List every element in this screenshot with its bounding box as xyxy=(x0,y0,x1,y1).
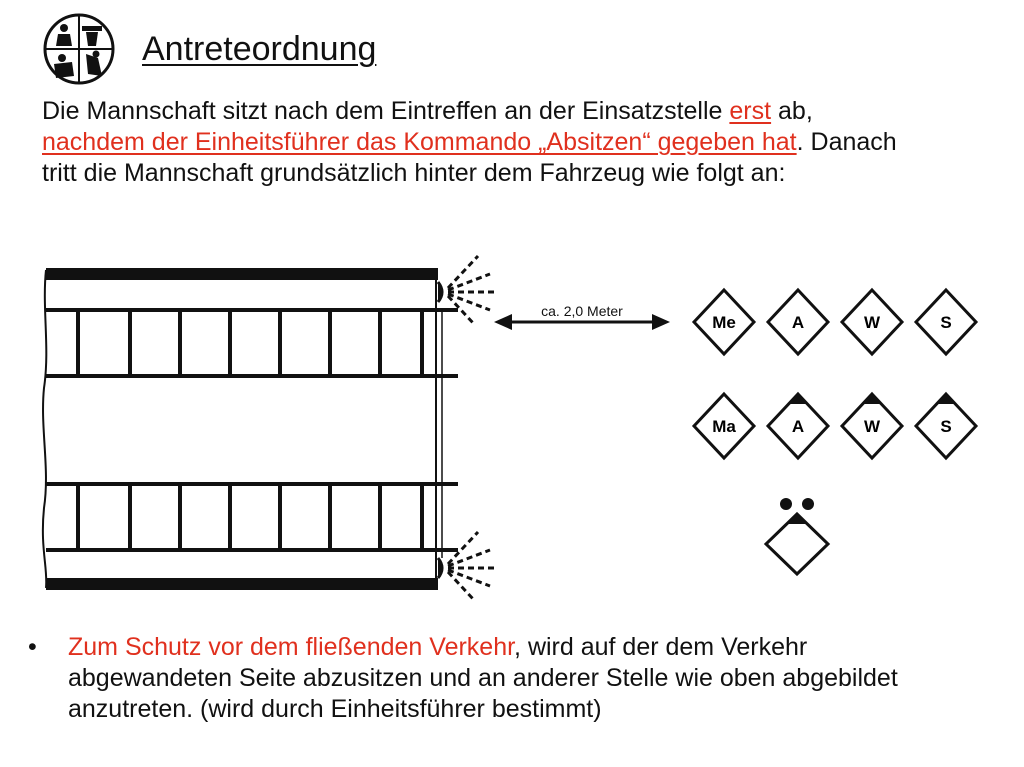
intro-text-3: . Danach tritt die Mannschaft grundsätzlich hinter dem Fahrzeug wie folgt an: xyxy=(42,128,897,187)
intro-paragraph xyxy=(42,96,922,189)
position-diamond-w xyxy=(842,290,902,354)
intro-text-1: Die Mannschaft sitzt nach dem Eintreffen an der Einsatzstelle xyxy=(42,97,730,125)
lineup-row-1 xyxy=(694,290,976,354)
position-diamond-a xyxy=(768,290,828,354)
slide-title: Antreteordnung xyxy=(142,30,377,68)
position-diamond-me xyxy=(694,290,754,354)
bullet-text: , wird auf der dem Verkehr abgewandeten Seite abzusitzen und an anderer Stelle wie oben abgebildet anzutreten. (wird durch Einheitsführer bestimmt) xyxy=(68,633,898,723)
position-diamond-w2 xyxy=(842,394,902,458)
bullet-list xyxy=(28,632,928,725)
bullet-marker: • xyxy=(28,633,37,661)
tail-light-bottom-icon xyxy=(438,532,494,600)
position-diamond-ma xyxy=(694,394,754,458)
svg-text:W: W xyxy=(863,417,881,436)
svg-text:A: A xyxy=(791,417,805,436)
position-diamond-s xyxy=(916,290,976,354)
position-diamond-a2 xyxy=(768,394,828,458)
svg-text:S: S xyxy=(940,417,952,436)
lineup-row-2 xyxy=(694,394,976,458)
svg-text:S: S xyxy=(940,313,952,332)
tail-light-top-icon xyxy=(438,256,494,324)
distance-arrow xyxy=(494,303,670,330)
vehicle-outline xyxy=(43,268,458,590)
svg-text:Me: Me xyxy=(712,313,736,332)
svg-text:A: A xyxy=(791,313,805,332)
bullet-emphasis: Zum Schutz vor dem fließenden Verkehr xyxy=(68,633,515,661)
svg-text:Ma: Ma xyxy=(712,417,736,436)
intro-emphasis-command: nachdem der Einheitsführer das Kommando „Absitzen“ gegeben hat xyxy=(42,128,797,156)
list-item xyxy=(28,632,928,725)
lineup-diagram xyxy=(38,248,998,618)
intro-text-2: ab, xyxy=(771,97,813,125)
fire-brigade-emblem-icon xyxy=(42,12,116,86)
svg-text:W: W xyxy=(863,313,881,332)
unit-leader-symbol-icon xyxy=(766,498,828,574)
intro-emphasis-erst: erst xyxy=(729,97,772,125)
distance-label: ca. 2,0 Meter xyxy=(541,303,623,319)
position-diamond-s2 xyxy=(916,394,976,458)
